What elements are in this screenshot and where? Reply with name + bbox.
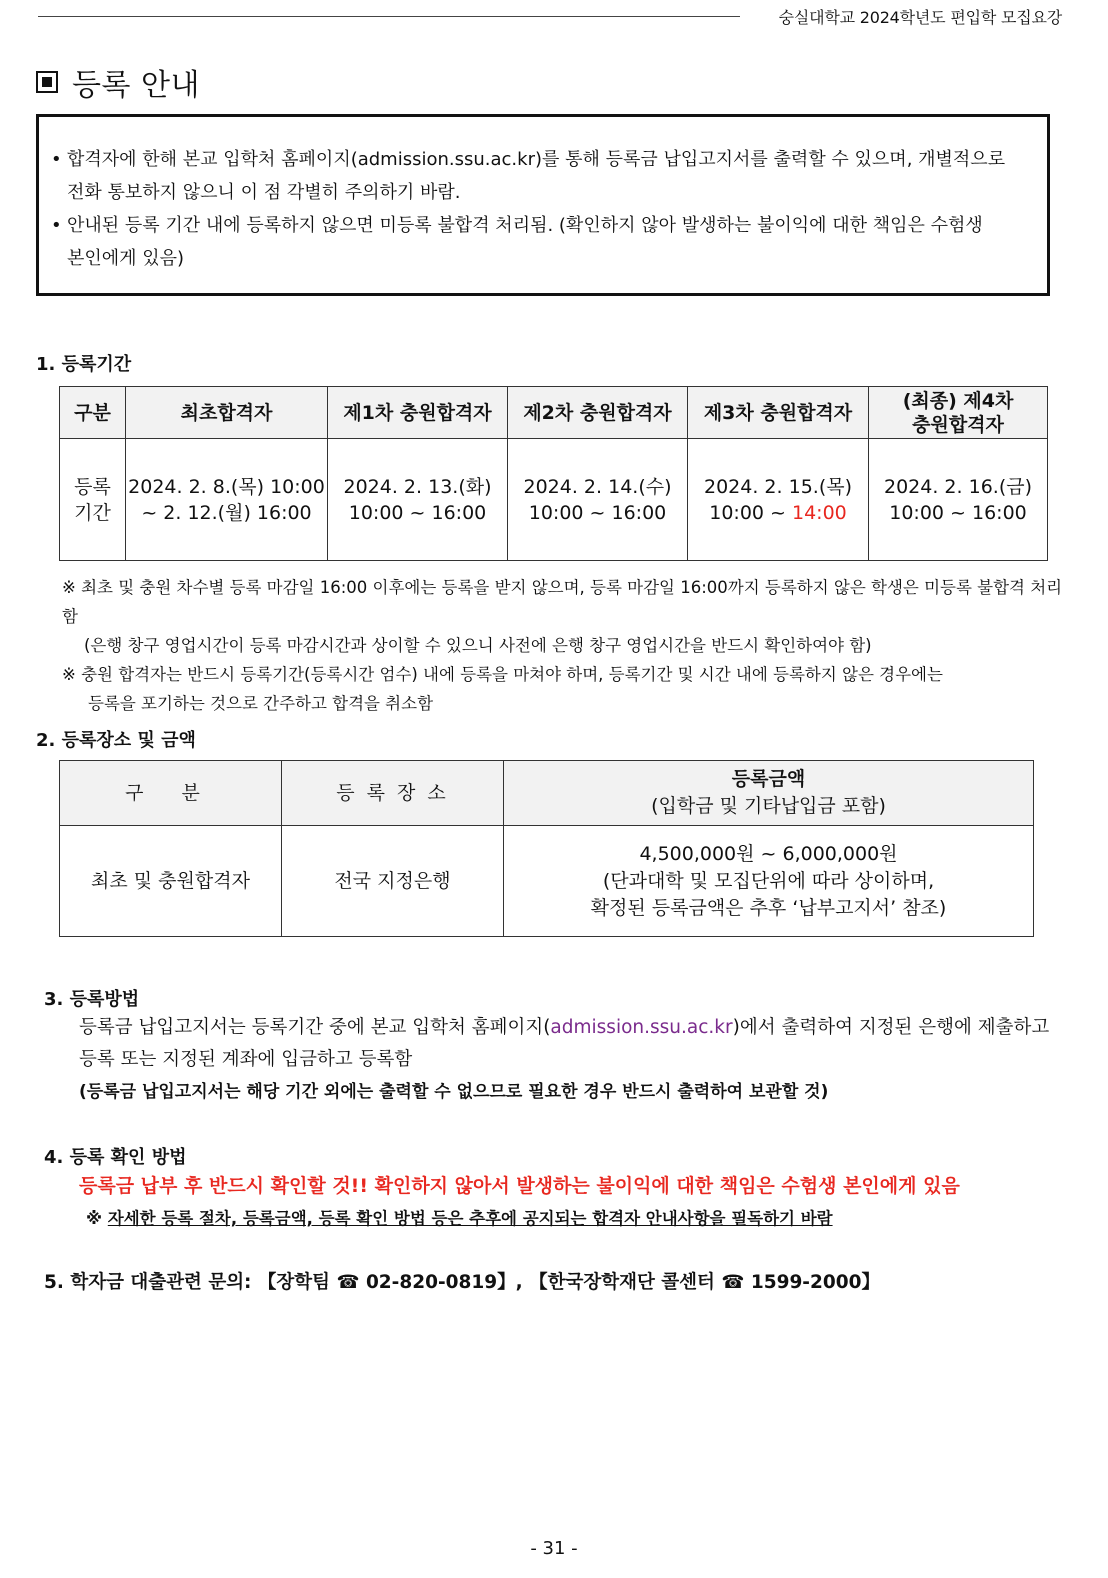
section4-warning: 등록금 납부 후 반드시 확인할 것!! 확인하지 않아서 발생하는 불이익에 대한 책임은 수험생 본인에게 있음 [79, 1175, 960, 1197]
section4-note: ※ 자세한 등록 절차, 등록금액, 등록 확인 방법 등은 추후에 공지되는 합격자 안내사항을 필독하기 바람 [86, 1209, 833, 1228]
page-title [36, 60, 200, 104]
table-header-row [60, 387, 1048, 439]
table-cell: 전국 지정은행 [282, 826, 504, 937]
table-row [60, 826, 1034, 937]
row-label: 등록 기간 [60, 439, 126, 561]
section3-line: 등록금 납입고지서는 등록기간 중에 본교 입학처 홈페이지(admission.ssu.ac.kr)에서 출력하여 지정된 은행에 제출하고 [79, 1017, 1050, 1038]
table-cell: 4,500,000원 ~ 6,000,000원 (단과대학 및 모집단위에 따라 상이하며, 확정된 등록금액은 추후 ‘납부고지서’ 참조) [504, 826, 1034, 937]
bullet-icon: • [51, 149, 62, 170]
notice-line: 합격자에 한해 본교 입학처 홈페이지(admission.ssu.ac.kr)를 통해 등록금 납입고지서를 출력할 수 있으며, 개별적으로 [67, 149, 1006, 170]
page-number: - 31 - [530, 1538, 578, 1559]
notice-box [36, 114, 1050, 296]
table-header: 제3차 충원합격자 [688, 387, 869, 439]
table-header: (최종) 제4차 충원합격자 [869, 387, 1048, 439]
table-header: 제1차 충원합격자 [328, 387, 508, 439]
section1-title: 1. 등록기간 [36, 354, 132, 375]
table-header: 제2차 충원합격자 [508, 387, 688, 439]
notice-item [51, 143, 1021, 209]
section3-line: 등록 또는 지정된 계좌에 입금하고 등록함 [79, 1049, 413, 1070]
deadline-highlight: 14:00 [792, 501, 847, 524]
section1-notes [62, 573, 1072, 718]
table-header: 등 록 장 소 [282, 761, 504, 826]
section5-contact: 5. 학자금 대출관련 문의: 【장학팀 ☎ 02-820-0819】, 【한국장학재단 콜센터 ☎ 1599-2000】 [44, 1272, 880, 1293]
section3-body [79, 1012, 1079, 1108]
section3-line: (등록금 납입고지서는 해당 기간 외에는 출력할 수 없으므로 필요한 경우 반드시 출력하여 보관할 것) [79, 1082, 829, 1102]
document-header: 숭실대학교 2024학년도 편입학 모집요강 [778, 8, 1062, 27]
note-line: 등록을 포기하는 것으로 간주하고 합격을 취소함 [88, 694, 434, 713]
table-header: 구분 [60, 387, 126, 439]
table-cell: 2024. 2. 13.(화) 10:00 ~ 16:00 [328, 439, 508, 561]
square-bullet-icon [36, 71, 58, 93]
section2-title: 2. 등록장소 및 금액 [36, 730, 196, 751]
notice-line: 안내된 등록 기간 내에 등록하지 않으면 미등록 불합격 처리됨. (확인하지 않아 발생하는 불이익에 대한 책임은 수험생 [67, 215, 983, 236]
table-header: 최초합격자 [126, 387, 328, 439]
admission-link[interactable]: admission.ssu.ac.kr [550, 1017, 733, 1038]
notice-line: 본인에게 있음) [67, 248, 185, 269]
notice-line: 전화 통보하지 않으니 이 점 각별히 주의하기 바람. [67, 182, 461, 203]
section4-title: 4. 등록 확인 방법 [44, 1147, 187, 1168]
note-line: (은행 창구 영업시간이 등록 마감시간과 상이할 수 있으니 사전에 은행 창구 영업시간을 반드시 확인하여야 함) [84, 636, 872, 655]
table-cell: 2024. 2. 8.(목) 10:00 ~ 2. 12.(월) 16:00 [126, 439, 328, 561]
table-cell: 최초 및 충원합격자 [60, 826, 282, 937]
bullet-icon: • [51, 215, 62, 236]
page-title-text: 등록 안내 [72, 68, 200, 103]
header-rule [38, 16, 740, 17]
registration-period-table [59, 386, 1048, 561]
section3-title: 3. 등록방법 [44, 989, 140, 1010]
table-row [60, 439, 1048, 561]
notice-item [51, 209, 1021, 275]
table-header: 구 분 [60, 761, 282, 826]
registration-fee-table [59, 760, 1034, 937]
table-header-row [60, 761, 1034, 826]
note-line: ※ 최초 및 충원 차수별 등록 마감일 16:00 이후에는 등록을 받지 않으며, 등록 마감일 16:00까지 등록하지 않은 학생은 미등록 불합격 처리함 [62, 578, 1063, 626]
table-cell: 2024. 2. 14.(수) 10:00 ~ 16:00 [508, 439, 688, 561]
note-line: ※ 충원 합격자는 반드시 등록기간(등록시간 엄수) 내에 등록을 마쳐야 하며, 등록기간 및 시간 내에 등록하지 않은 경우에는 [62, 665, 943, 684]
table-header: 등록금액 (입학금 및 기타납입금 포함) [504, 761, 1034, 826]
table-cell: 2024. 2. 15.(목) 10:00 ~ 14:00 [688, 439, 869, 561]
table-cell: 2024. 2. 16.(금) 10:00 ~ 16:00 [869, 439, 1048, 561]
